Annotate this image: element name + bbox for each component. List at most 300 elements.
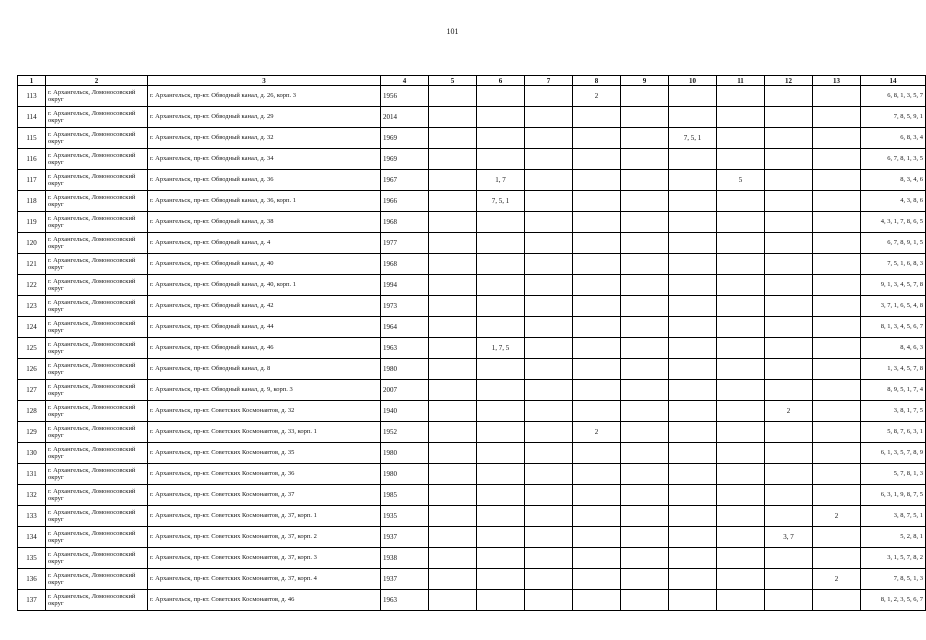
- col11-cell: [717, 590, 765, 611]
- address-cell: г. Архангельск, пр-кт. Советских Космонавтов, д. 36: [148, 464, 381, 485]
- col8-cell: [573, 464, 621, 485]
- column-header-9: 9: [621, 76, 669, 86]
- col11-cell: [717, 548, 765, 569]
- address-cell: г. Архангельск, пр-кт. Обводный канал, д. 4: [148, 233, 381, 254]
- col5-cell: [429, 149, 477, 170]
- col13-cell: [813, 170, 861, 191]
- col10-cell: [669, 401, 717, 422]
- col5-cell: [429, 317, 477, 338]
- col7-cell: [525, 275, 573, 296]
- table-row: [18, 128, 926, 149]
- col6-cell: [477, 296, 525, 317]
- col12-cell: 2: [765, 401, 813, 422]
- col7-cell: [525, 590, 573, 611]
- district-cell: г. Архангельск, Ломоносовский округ: [46, 569, 148, 590]
- address-cell: г. Архангельск, пр-кт. Обводный канал, д. 29: [148, 107, 381, 128]
- year-cell: 2007: [381, 380, 429, 401]
- col13-cell: [813, 527, 861, 548]
- col12-cell: [765, 254, 813, 275]
- row-number: 128: [18, 401, 46, 422]
- row-number: 120: [18, 233, 46, 254]
- col10-cell: [669, 254, 717, 275]
- table-row: [18, 506, 926, 527]
- col13-cell: [813, 233, 861, 254]
- col9-cell: [621, 569, 669, 590]
- col7-cell: [525, 254, 573, 275]
- column-header-4: 4: [381, 76, 429, 86]
- column-header-5: 5: [429, 76, 477, 86]
- district-cell: г. Архангельск, Ломоносовский округ: [46, 464, 148, 485]
- year-cell: 1968: [381, 212, 429, 233]
- col10-cell: [669, 233, 717, 254]
- year-cell: 1956: [381, 86, 429, 107]
- col7-cell: [525, 128, 573, 149]
- col8-cell: [573, 527, 621, 548]
- col11-cell: [717, 485, 765, 506]
- district-cell: г. Архангельск, Ломоносовский округ: [46, 338, 148, 359]
- col9-cell: [621, 485, 669, 506]
- row-number: 113: [18, 86, 46, 107]
- col11-cell: [717, 422, 765, 443]
- col14-cell: 7, 8, 5, 1, 3: [861, 569, 926, 590]
- column-header-7: 7: [525, 76, 573, 86]
- column-header-10: 10: [669, 76, 717, 86]
- col10-cell: [669, 485, 717, 506]
- district-cell: г. Архангельск, Ломоносовский округ: [46, 128, 148, 149]
- address-cell: г. Архангельск, пр-кт. Обводный канал, д. 26, корп. 3: [148, 86, 381, 107]
- row-number: 133: [18, 506, 46, 527]
- col5-cell: [429, 569, 477, 590]
- col12-cell: [765, 170, 813, 191]
- col14-cell: 8, 1, 3, 4, 5, 6, 7: [861, 317, 926, 338]
- col12-cell: [765, 86, 813, 107]
- col13-cell: [813, 443, 861, 464]
- col10-cell: [669, 86, 717, 107]
- year-cell: 1980: [381, 359, 429, 380]
- col12-cell: [765, 422, 813, 443]
- col8-cell: [573, 338, 621, 359]
- row-number: 122: [18, 275, 46, 296]
- col6-cell: [477, 86, 525, 107]
- col9-cell: [621, 401, 669, 422]
- district-cell: г. Архангельск, Ломоносовский округ: [46, 506, 148, 527]
- row-number: 129: [18, 422, 46, 443]
- col6-cell: [477, 128, 525, 149]
- table-row: [18, 569, 926, 590]
- year-cell: 1968: [381, 254, 429, 275]
- column-header-8: 8: [573, 76, 621, 86]
- col13-cell: [813, 191, 861, 212]
- col7-cell: [525, 443, 573, 464]
- table-row: [18, 485, 926, 506]
- row-number: 127: [18, 380, 46, 401]
- address-cell: г. Архангельск, пр-кт. Советских Космонавтов, д. 37, корп. 1: [148, 506, 381, 527]
- district-cell: г. Архангельск, Ломоносовский округ: [46, 443, 148, 464]
- district-cell: г. Архангельск, Ломоносовский округ: [46, 212, 148, 233]
- col8-cell: [573, 128, 621, 149]
- col14-cell: 3, 8, 1, 7, 5: [861, 401, 926, 422]
- col13-cell: 2: [813, 506, 861, 527]
- col8-cell: [573, 359, 621, 380]
- col12-cell: [765, 464, 813, 485]
- district-cell: г. Архангельск, Ломоносовский округ: [46, 107, 148, 128]
- col5-cell: [429, 86, 477, 107]
- col14-cell: 4, 3, 1, 7, 8, 6, 5: [861, 212, 926, 233]
- col5-cell: [429, 359, 477, 380]
- col7-cell: [525, 569, 573, 590]
- row-number: 121: [18, 254, 46, 275]
- col6-cell: 1, 7: [477, 170, 525, 191]
- district-cell: г. Архангельск, Ломоносовский округ: [46, 233, 148, 254]
- col10-cell: [669, 338, 717, 359]
- row-number: 130: [18, 443, 46, 464]
- col11-cell: [717, 569, 765, 590]
- year-cell: 1938: [381, 548, 429, 569]
- col5-cell: [429, 170, 477, 191]
- col9-cell: [621, 86, 669, 107]
- col11-cell: [717, 191, 765, 212]
- address-cell: г. Архангельск, пр-кт. Советских Космонавтов, д. 37, корп. 3: [148, 548, 381, 569]
- col12-cell: [765, 569, 813, 590]
- column-header-6: 6: [477, 76, 525, 86]
- col7-cell: [525, 527, 573, 548]
- col6-cell: [477, 527, 525, 548]
- col10-cell: [669, 275, 717, 296]
- address-cell: г. Архангельск, пр-кт. Советских Космонавтов, д. 32: [148, 401, 381, 422]
- col9-cell: [621, 590, 669, 611]
- col5-cell: [429, 233, 477, 254]
- col14-cell: 3, 8, 7, 5, 1: [861, 506, 926, 527]
- col8-cell: [573, 590, 621, 611]
- col9-cell: [621, 296, 669, 317]
- col11-cell: [717, 233, 765, 254]
- col10-cell: [669, 590, 717, 611]
- year-cell: 1964: [381, 317, 429, 338]
- col14-cell: 8, 3, 4, 6: [861, 170, 926, 191]
- address-cell: г. Архангельск, пр-кт. Советских Космонавтов, д. 35: [148, 443, 381, 464]
- col11-cell: [717, 380, 765, 401]
- col13-cell: [813, 338, 861, 359]
- col9-cell: [621, 380, 669, 401]
- registry-table: [17, 75, 926, 611]
- col14-cell: 9, 1, 3, 4, 5, 7, 8: [861, 275, 926, 296]
- table-row: [18, 359, 926, 380]
- col14-cell: 5, 7, 8, 1, 3: [861, 464, 926, 485]
- col6-cell: [477, 212, 525, 233]
- col12-cell: [765, 485, 813, 506]
- col10-cell: [669, 359, 717, 380]
- year-cell: 1963: [381, 338, 429, 359]
- col11-cell: [717, 128, 765, 149]
- col13-cell: 2: [813, 569, 861, 590]
- col10-cell: [669, 296, 717, 317]
- col7-cell: [525, 464, 573, 485]
- col5-cell: [429, 548, 477, 569]
- col7-cell: [525, 212, 573, 233]
- district-cell: г. Архангельск, Ломоносовский округ: [46, 275, 148, 296]
- col10-cell: [669, 212, 717, 233]
- col5-cell: [429, 338, 477, 359]
- col6-cell: [477, 233, 525, 254]
- column-header-2: 2: [46, 76, 148, 86]
- col14-cell: 6, 8, 1, 3, 5, 7: [861, 86, 926, 107]
- address-cell: г. Архангельск, пр-кт. Обводный канал, д. 8: [148, 359, 381, 380]
- col5-cell: [429, 107, 477, 128]
- address-cell: г. Архангельск, пр-кт. Советских Космонавтов, д. 33, корп. 1: [148, 422, 381, 443]
- col13-cell: [813, 149, 861, 170]
- col8-cell: [573, 275, 621, 296]
- col9-cell: [621, 317, 669, 338]
- col9-cell: [621, 212, 669, 233]
- table-row: [18, 401, 926, 422]
- col9-cell: [621, 191, 669, 212]
- district-cell: г. Архангельск, Ломоносовский округ: [46, 86, 148, 107]
- col8-cell: 2: [573, 86, 621, 107]
- col11-cell: [717, 296, 765, 317]
- column-header-12: 12: [765, 76, 813, 86]
- row-number: 125: [18, 338, 46, 359]
- col11-cell: [717, 149, 765, 170]
- col13-cell: [813, 485, 861, 506]
- col13-cell: [813, 107, 861, 128]
- col10-cell: [669, 527, 717, 548]
- col8-cell: [573, 317, 621, 338]
- table-row: [18, 527, 926, 548]
- year-cell: 1980: [381, 443, 429, 464]
- table-row: [18, 233, 926, 254]
- address-cell: г. Архангельск, пр-кт. Советских Космонавтов, д. 46: [148, 590, 381, 611]
- table-row: [18, 86, 926, 107]
- address-cell: г. Архангельск, пр-кт. Советских Космонавтов, д. 37, корп. 2: [148, 527, 381, 548]
- column-header-1: 1: [18, 76, 46, 86]
- district-cell: г. Архангельск, Ломоносовский округ: [46, 359, 148, 380]
- col10-cell: [669, 464, 717, 485]
- col9-cell: [621, 527, 669, 548]
- col11-cell: [717, 86, 765, 107]
- col6-cell: [477, 359, 525, 380]
- column-header-13: 13: [813, 76, 861, 86]
- row-number: 115: [18, 128, 46, 149]
- table-row: [18, 170, 926, 191]
- col14-cell: 6, 7, 8, 9, 1, 5: [861, 233, 926, 254]
- district-cell: г. Архангельск, Ломоносовский округ: [46, 170, 148, 191]
- col5-cell: [429, 275, 477, 296]
- col12-cell: [765, 380, 813, 401]
- district-cell: г. Архангельск, Ломоносовский округ: [46, 380, 148, 401]
- table-row: [18, 548, 926, 569]
- col9-cell: [621, 548, 669, 569]
- col14-cell: 7, 5, 1, 6, 8, 3: [861, 254, 926, 275]
- col13-cell: [813, 212, 861, 233]
- col7-cell: [525, 191, 573, 212]
- year-cell: 1937: [381, 527, 429, 548]
- col9-cell: [621, 464, 669, 485]
- col11-cell: [717, 506, 765, 527]
- col6-cell: [477, 569, 525, 590]
- address-cell: г. Архангельск, пр-кт. Обводный канал, д. 9, корп. 3: [148, 380, 381, 401]
- col6-cell: [477, 422, 525, 443]
- col7-cell: [525, 233, 573, 254]
- col11-cell: [717, 443, 765, 464]
- col7-cell: [525, 317, 573, 338]
- year-cell: 1952: [381, 422, 429, 443]
- col6-cell: [477, 275, 525, 296]
- col6-cell: [477, 443, 525, 464]
- address-cell: г. Архангельск, пр-кт. Обводный канал, д. 34: [148, 149, 381, 170]
- col12-cell: [765, 212, 813, 233]
- year-cell: 1969: [381, 128, 429, 149]
- year-cell: 1969: [381, 149, 429, 170]
- table-row: [18, 212, 926, 233]
- year-cell: 1977: [381, 233, 429, 254]
- col7-cell: [525, 86, 573, 107]
- col9-cell: [621, 359, 669, 380]
- col8-cell: [573, 380, 621, 401]
- col6-cell: [477, 485, 525, 506]
- col14-cell: 4, 3, 8, 6: [861, 191, 926, 212]
- address-cell: г. Архангельск, пр-кт. Советских Космонавтов, д. 37: [148, 485, 381, 506]
- column-header-3: 3: [148, 76, 381, 86]
- col5-cell: [429, 296, 477, 317]
- table-row: [18, 590, 926, 611]
- year-cell: 1985: [381, 485, 429, 506]
- year-cell: 2014: [381, 107, 429, 128]
- col14-cell: 5, 2, 8, 1: [861, 527, 926, 548]
- col6-cell: [477, 317, 525, 338]
- col9-cell: [621, 338, 669, 359]
- col6-cell: [477, 380, 525, 401]
- col14-cell: 1, 3, 4, 5, 7, 8: [861, 359, 926, 380]
- col11-cell: [717, 359, 765, 380]
- col8-cell: [573, 485, 621, 506]
- col12-cell: [765, 548, 813, 569]
- col12-cell: 3, 7: [765, 527, 813, 548]
- col12-cell: [765, 317, 813, 338]
- col12-cell: [765, 275, 813, 296]
- col8-cell: [573, 443, 621, 464]
- col8-cell: [573, 296, 621, 317]
- district-cell: г. Архангельск, Ломоносовский округ: [46, 296, 148, 317]
- col6-cell: [477, 548, 525, 569]
- district-cell: г. Архангельск, Ломоносовский округ: [46, 254, 148, 275]
- col5-cell: [429, 485, 477, 506]
- col13-cell: [813, 317, 861, 338]
- row-number: 131: [18, 464, 46, 485]
- col10-cell: [669, 191, 717, 212]
- col7-cell: [525, 296, 573, 317]
- col13-cell: [813, 275, 861, 296]
- col10-cell: [669, 107, 717, 128]
- table-row: [18, 380, 926, 401]
- col12-cell: [765, 107, 813, 128]
- col14-cell: 3, 7, 1, 6, 5, 4, 8: [861, 296, 926, 317]
- district-cell: г. Архангельск, Ломоносовский округ: [46, 317, 148, 338]
- column-header-11: 11: [717, 76, 765, 86]
- col13-cell: [813, 464, 861, 485]
- district-cell: г. Архангельск, Ломоносовский округ: [46, 401, 148, 422]
- col7-cell: [525, 422, 573, 443]
- col10-cell: [669, 569, 717, 590]
- year-cell: 1966: [381, 191, 429, 212]
- col7-cell: [525, 485, 573, 506]
- row-number: 137: [18, 590, 46, 611]
- table-row: [18, 107, 926, 128]
- col14-cell: 5, 8, 7, 6, 3, 1: [861, 422, 926, 443]
- row-number: 124: [18, 317, 46, 338]
- col7-cell: [525, 107, 573, 128]
- col10-cell: [669, 380, 717, 401]
- col8-cell: [573, 191, 621, 212]
- col9-cell: [621, 506, 669, 527]
- district-cell: г. Архангельск, Ломоносовский округ: [46, 422, 148, 443]
- col9-cell: [621, 149, 669, 170]
- col11-cell: [717, 527, 765, 548]
- col10-cell: [669, 149, 717, 170]
- page-number: 101: [446, 27, 459, 36]
- address-cell: г. Архангельск, пр-кт. Советских Космонавтов, д. 37, корп. 4: [148, 569, 381, 590]
- address-cell: г. Архангельск, пр-кт. Обводный канал, д. 42: [148, 296, 381, 317]
- col14-cell: 3, 1, 5, 7, 8, 2: [861, 548, 926, 569]
- col11-cell: [717, 212, 765, 233]
- row-number: 123: [18, 296, 46, 317]
- table-row: [18, 296, 926, 317]
- col14-cell: 6, 8, 3, 4: [861, 128, 926, 149]
- col5-cell: [429, 254, 477, 275]
- col12-cell: [765, 191, 813, 212]
- col5-cell: [429, 590, 477, 611]
- col10-cell: [669, 443, 717, 464]
- address-cell: г. Архангельск, пр-кт. Обводный канал, д. 44: [148, 317, 381, 338]
- col5-cell: [429, 380, 477, 401]
- col12-cell: [765, 359, 813, 380]
- address-cell: г. Архангельск, пр-кт. Обводный канал, д. 46: [148, 338, 381, 359]
- row-number: 114: [18, 107, 46, 128]
- col12-cell: [765, 338, 813, 359]
- col10-cell: [669, 317, 717, 338]
- table-row: [18, 443, 926, 464]
- col14-cell: 7, 8, 5, 9, 1: [861, 107, 926, 128]
- col13-cell: [813, 359, 861, 380]
- col12-cell: [765, 128, 813, 149]
- col14-cell: 6, 7, 8, 1, 3, 5: [861, 149, 926, 170]
- col8-cell: [573, 401, 621, 422]
- col13-cell: [813, 296, 861, 317]
- address-cell: г. Архангельск, пр-кт. Обводный канал, д. 36: [148, 170, 381, 191]
- col9-cell: [621, 128, 669, 149]
- row-number: 135: [18, 548, 46, 569]
- district-cell: г. Архангельск, Ломоносовский округ: [46, 191, 148, 212]
- col6-cell: 7, 5, 1: [477, 191, 525, 212]
- table-row: [18, 464, 926, 485]
- col13-cell: [813, 128, 861, 149]
- col7-cell: [525, 380, 573, 401]
- col12-cell: [765, 296, 813, 317]
- col10-cell: [669, 548, 717, 569]
- col5-cell: [429, 422, 477, 443]
- year-cell: 1963: [381, 590, 429, 611]
- col5-cell: [429, 443, 477, 464]
- col9-cell: [621, 233, 669, 254]
- col6-cell: [477, 107, 525, 128]
- col10-cell: 7, 5, 1: [669, 128, 717, 149]
- col9-cell: [621, 422, 669, 443]
- district-cell: г. Архангельск, Ломоносовский округ: [46, 149, 148, 170]
- district-cell: г. Архангельск, Ломоносовский округ: [46, 527, 148, 548]
- col12-cell: [765, 233, 813, 254]
- col14-cell: 6, 1, 3, 5, 7, 8, 9: [861, 443, 926, 464]
- col6-cell: 1, 7, 5: [477, 338, 525, 359]
- year-cell: 1994: [381, 275, 429, 296]
